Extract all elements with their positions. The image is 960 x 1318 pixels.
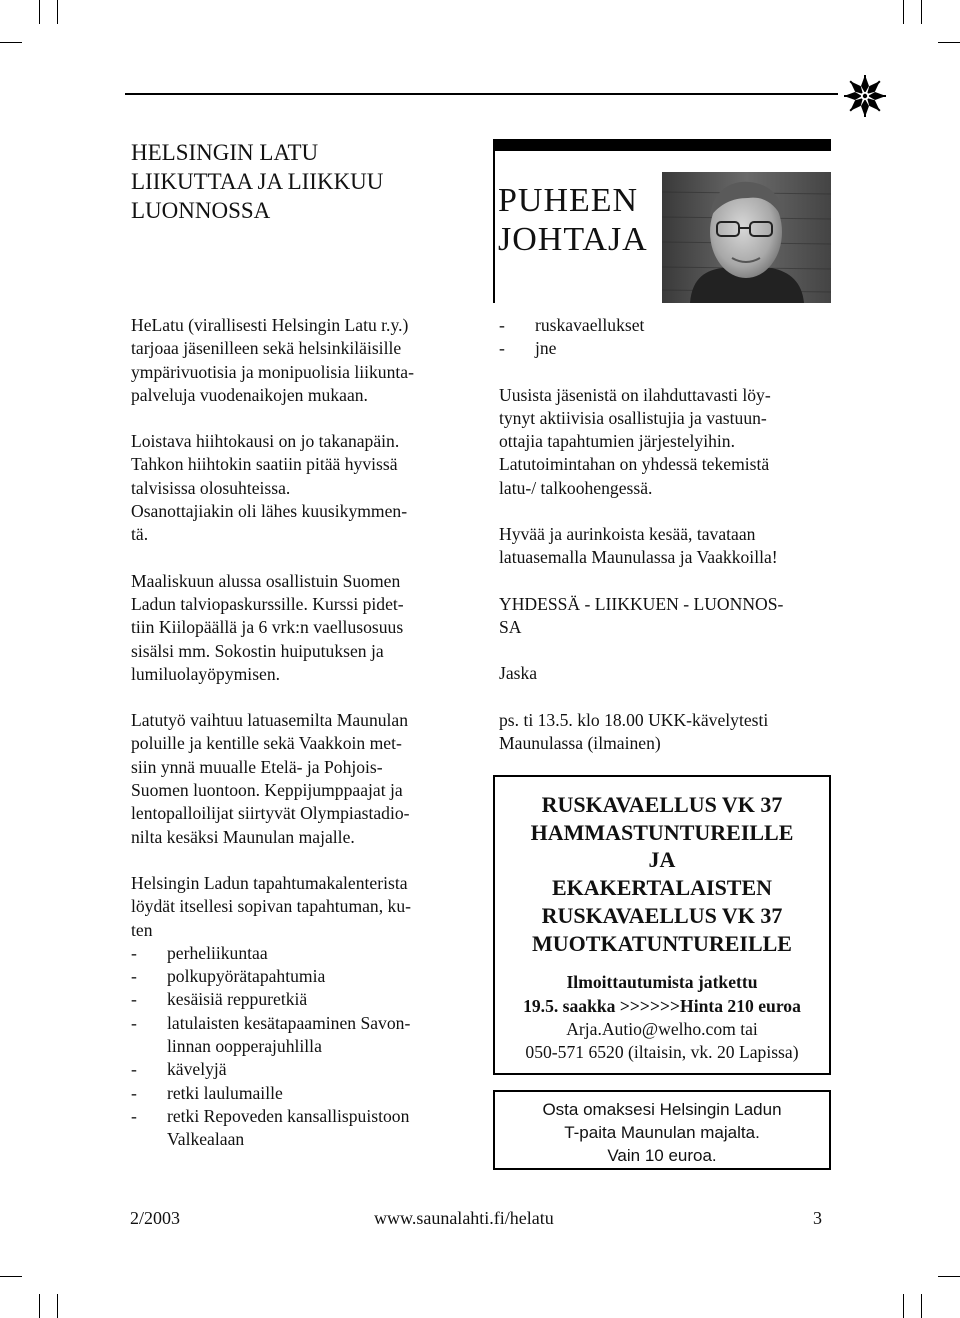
list-item: - kävelyjä xyxy=(131,1059,227,1080)
text-line: Maunulassa (ilmainen) xyxy=(499,732,661,753)
list-item: - latulaisten kesätapaaminen Savon- linnan oopperajuhlilla xyxy=(131,1012,411,1057)
crop-mark xyxy=(39,1294,40,1318)
text-line: Latutyö vaihtuu latuasemilta Maunulan xyxy=(131,710,409,731)
header-rule xyxy=(125,93,838,95)
text-line: YHDESSÄ - LIIKKUEN - LUONNOS- xyxy=(499,593,784,614)
crop-mark xyxy=(903,1294,904,1318)
crop-mark xyxy=(0,42,22,43)
crop-mark xyxy=(921,1294,922,1318)
footer-page-number: 3 xyxy=(813,1208,822,1228)
crop-mark xyxy=(57,1294,58,1318)
text-line: Ladun talviopaskurssille. Kurssi pidet- xyxy=(131,593,404,614)
heading-line: PUHEEN xyxy=(498,182,639,219)
heading-line: RUSKAVAELLUS VK 37 xyxy=(541,902,783,928)
text-line: SA xyxy=(499,616,522,637)
text-line: ten xyxy=(131,919,153,940)
ruska-heading xyxy=(495,791,829,957)
chairman-photo xyxy=(662,172,831,303)
text-line: löydät itsellesi sopivan tapahtuman, ku- xyxy=(131,896,411,917)
list-item: - jne xyxy=(499,338,557,359)
paragraph xyxy=(131,872,481,942)
contact-phone: 050-571 6520 (iltaisin, vk. 20 Lapissa) xyxy=(525,1042,799,1063)
text-line: Tahkon hiihtokin saatiin pitää hyvissä xyxy=(131,454,398,475)
list-item: - kesäisiä reppuretkiä xyxy=(131,989,308,1010)
signature: Jaska xyxy=(499,663,538,684)
text-line: Loistava hiihtokausi on jo takanapäin. xyxy=(131,431,400,452)
footer-issue: 2/2003 xyxy=(130,1208,181,1228)
text-line: poluille ja kentille sekä Vaakkoin met- xyxy=(131,733,402,754)
ruska-box xyxy=(493,775,831,1075)
paragraph xyxy=(499,384,839,500)
heading-line: MUOTKATUNTUREILLE xyxy=(532,930,792,956)
text-line: tä. xyxy=(131,524,149,545)
paragraph xyxy=(131,709,481,849)
text-line: lentopalloilijat siirtyvät Olympiastadio- xyxy=(131,803,410,824)
snowflake-star-icon xyxy=(842,73,888,119)
info-line: Ilmoittautumista jatkettu xyxy=(566,972,758,993)
heading-bar xyxy=(493,139,831,151)
text-line: ottajia tapahtumien järjestelyihin. xyxy=(499,431,735,452)
paragraph xyxy=(499,523,839,570)
paragraph xyxy=(131,314,481,407)
crop-mark xyxy=(0,1276,22,1277)
box-line: T-paita Maunulan majalta. xyxy=(564,1123,760,1142)
text-line: Maaliskuun alussa osallistuin Suomen xyxy=(131,570,401,591)
text-line: Hyvää ja aurinkoista kesää, tavataan xyxy=(499,524,756,545)
heading-line: RUSKAVAELLUS VK 37 xyxy=(541,792,783,817)
text-line: Helsingin Ladun tapahtumakalenterista xyxy=(131,872,408,893)
crop-mark xyxy=(903,0,904,24)
footer-url: www.saunalahti.fi/helatu xyxy=(374,1208,554,1228)
text-line: tarjoaa jäsenilleen sekä helsinkiläisille xyxy=(131,338,402,359)
heading-line: EKAKERTALAISTEN xyxy=(551,875,773,901)
heading-line: JA xyxy=(648,847,676,873)
text-line: Uusista jäsenistä on ilahduttavasti löy- xyxy=(499,384,771,405)
list-item: - ruskavaellukset xyxy=(499,315,645,335)
text-line: ympärivuotisia ja monipuolisia liikunta- xyxy=(131,361,414,382)
text-line: palveluja vuodenaikojen mukaan. xyxy=(131,384,368,405)
paragraph xyxy=(499,593,839,640)
right-column xyxy=(499,314,839,755)
title-line: LIIKUTTAA JA LIIKKUU xyxy=(131,169,384,194)
heading-line: JOHTAJA xyxy=(498,221,648,258)
text-line: Latutoimintahan on yhdessä tekemistä xyxy=(499,454,770,475)
paragraph xyxy=(131,430,481,546)
list-item: - polkupyörätapahtumia xyxy=(131,966,326,987)
text-line: sisälsi mm. Sokostin huiputuksen ja xyxy=(131,640,384,661)
article-title xyxy=(131,138,383,225)
box-line: Vain 10 euroa. xyxy=(607,1146,717,1165)
info-line: 19.5. saakka >>>>>>Hinta 210 euroa xyxy=(523,995,801,1016)
text-line: tiin Kiilopäällä ja 6 vrk:n vaellusosuus xyxy=(131,617,404,638)
text-line: latuasemalla Maunulassa ja Vaakkoilla! xyxy=(499,547,778,568)
paragraph xyxy=(131,570,481,686)
crop-mark xyxy=(921,0,922,24)
text-line: Suomen luontoon. Keppijumppaajat ja xyxy=(131,780,403,801)
text-line: latu-/ talkoohengessä. xyxy=(499,477,653,498)
list-item: - retki Repoveden kansallispuistoon Valkealaan xyxy=(131,1105,410,1150)
event-list xyxy=(131,942,481,1152)
crop-mark xyxy=(39,0,40,24)
text-line: Osanottajiakin oli lähes kuusikymmen- xyxy=(131,501,408,522)
contact-email: Arja.Autio@welho.com tai xyxy=(566,1018,758,1039)
list-item: - retki laulumaille xyxy=(131,1082,283,1103)
crop-mark xyxy=(938,1276,960,1277)
title-line: HELSINGIN LATU xyxy=(131,140,319,165)
text-line: nilta kesäksi Maunulan majalle. xyxy=(131,826,355,847)
crop-mark xyxy=(57,0,58,24)
text-line: HeLatu (virallisesti Helsingin Latu r.y.) xyxy=(131,315,409,335)
title-line: LUONNOSSA xyxy=(131,198,271,223)
text-line: tynyt aktiivisia osallistujia ja vastuun- xyxy=(499,407,767,428)
text-line: talvisissa olosuhteissa. xyxy=(131,477,291,498)
paragraph xyxy=(499,709,839,756)
list-item: - perheliikuntaa xyxy=(131,942,268,963)
tshirt-box xyxy=(493,1090,831,1170)
heading-divider xyxy=(493,151,495,303)
heading-line: HAMMASTUNTUREILLE xyxy=(530,819,794,845)
left-column xyxy=(131,314,481,1152)
ruska-info xyxy=(495,971,829,1064)
text-line: lumiluolayöpymisen. xyxy=(131,663,281,684)
text-line: siin ynnä muualle Etelä- ja Pohjois- xyxy=(131,756,383,777)
column-heading xyxy=(498,181,648,259)
crop-mark xyxy=(938,42,960,43)
box-line: Osta omaksesi Helsingin Ladun xyxy=(542,1100,782,1119)
text-line: ps. ti 13.5. klo 18.00 UKK-kävelytesti xyxy=(499,709,769,730)
